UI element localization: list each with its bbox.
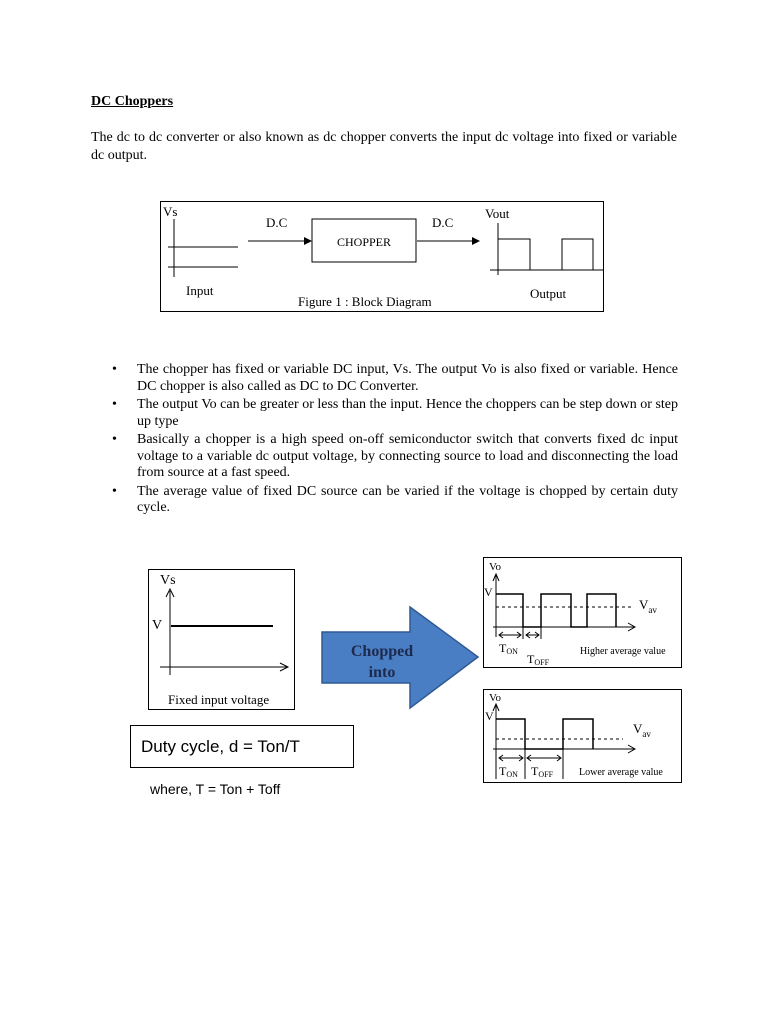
lower-vav-label: $V_{av}$ xyxy=(633,721,651,739)
input-graph-caption: Fixed input voltage xyxy=(168,692,270,707)
bullet-dot: • xyxy=(112,483,117,499)
bullet-item: • The average value of fixed DC source can be varied if the voltage is chopped by certain duty cycle. xyxy=(112,483,678,515)
lower-caption: Lower average value xyxy=(579,767,663,778)
chopped-into-arrow xyxy=(320,605,482,715)
higher-ton-label: TON xyxy=(499,641,518,656)
intro-paragraph: The dc to dc converter or also known as dc chopper converts the input dc voltage into fixed or variable dc output. xyxy=(91,130,677,163)
block-dc-out-label: D.C xyxy=(432,215,454,230)
lower-toff-label: TOFF xyxy=(531,764,554,779)
bullet-item: • The chopper has fixed or variable DC input, Vs. The output Vo is also fixed or variable. Hence DC chopper is also called as DC to DC Converter. xyxy=(112,362,678,394)
lower-average-graph xyxy=(483,689,683,784)
bullet-dot: • xyxy=(112,432,117,447)
block-diagram-figure xyxy=(160,201,606,313)
block-diagram-caption: Figure 1 : Block Diagram xyxy=(298,294,432,309)
block-dc-in-label: D.C xyxy=(266,215,288,230)
lower-v-label: V xyxy=(485,709,494,723)
higher-v-label: V xyxy=(484,585,493,599)
bullet-dot: • xyxy=(112,397,117,412)
block-vs-label: Vs xyxy=(163,204,178,219)
page-title: DC Choppers xyxy=(91,94,174,109)
block-input-label: Input xyxy=(186,283,214,298)
block-output-label: Output xyxy=(530,286,567,301)
input-graph-vs-label: Vs xyxy=(160,573,176,588)
bullet-item: • The output Vo can be greater or less than the input. Hence the choppers can be step down or step up type xyxy=(112,397,678,429)
lower-ton-label: TON xyxy=(499,764,518,779)
chopped-arrow-line2: into xyxy=(368,664,396,681)
bullet-item: • Basically a chopper is a high speed on-off semiconductor switch that converts fixed dc input voltage to a variable dc output voltage, by connecting source to load and disconnecting the load from source at a fast speed. xyxy=(112,432,678,480)
higher-vav-label: $V_{av}$ xyxy=(639,597,657,615)
higher-vo-label: Vo xyxy=(489,561,502,573)
input-voltage-graph xyxy=(148,569,296,711)
bullet-dot: • xyxy=(112,362,117,377)
block-vout-label: Vout xyxy=(485,206,510,221)
chopped-arrow-line1: Chopped xyxy=(350,643,414,660)
higher-toff-label: TOFF xyxy=(527,652,550,667)
higher-caption: Higher average value xyxy=(580,646,666,657)
duty-cycle-box: Duty cycle, d = Ton/T xyxy=(130,725,354,768)
input-graph-v-label: V xyxy=(152,618,163,633)
lower-vo-label: Vo xyxy=(489,692,502,704)
where-text: where, T = Ton + Toff xyxy=(150,781,281,797)
bullet-list xyxy=(112,362,678,519)
chopper-label: CHOPPER xyxy=(336,235,392,249)
higher-average-graph xyxy=(483,557,683,669)
